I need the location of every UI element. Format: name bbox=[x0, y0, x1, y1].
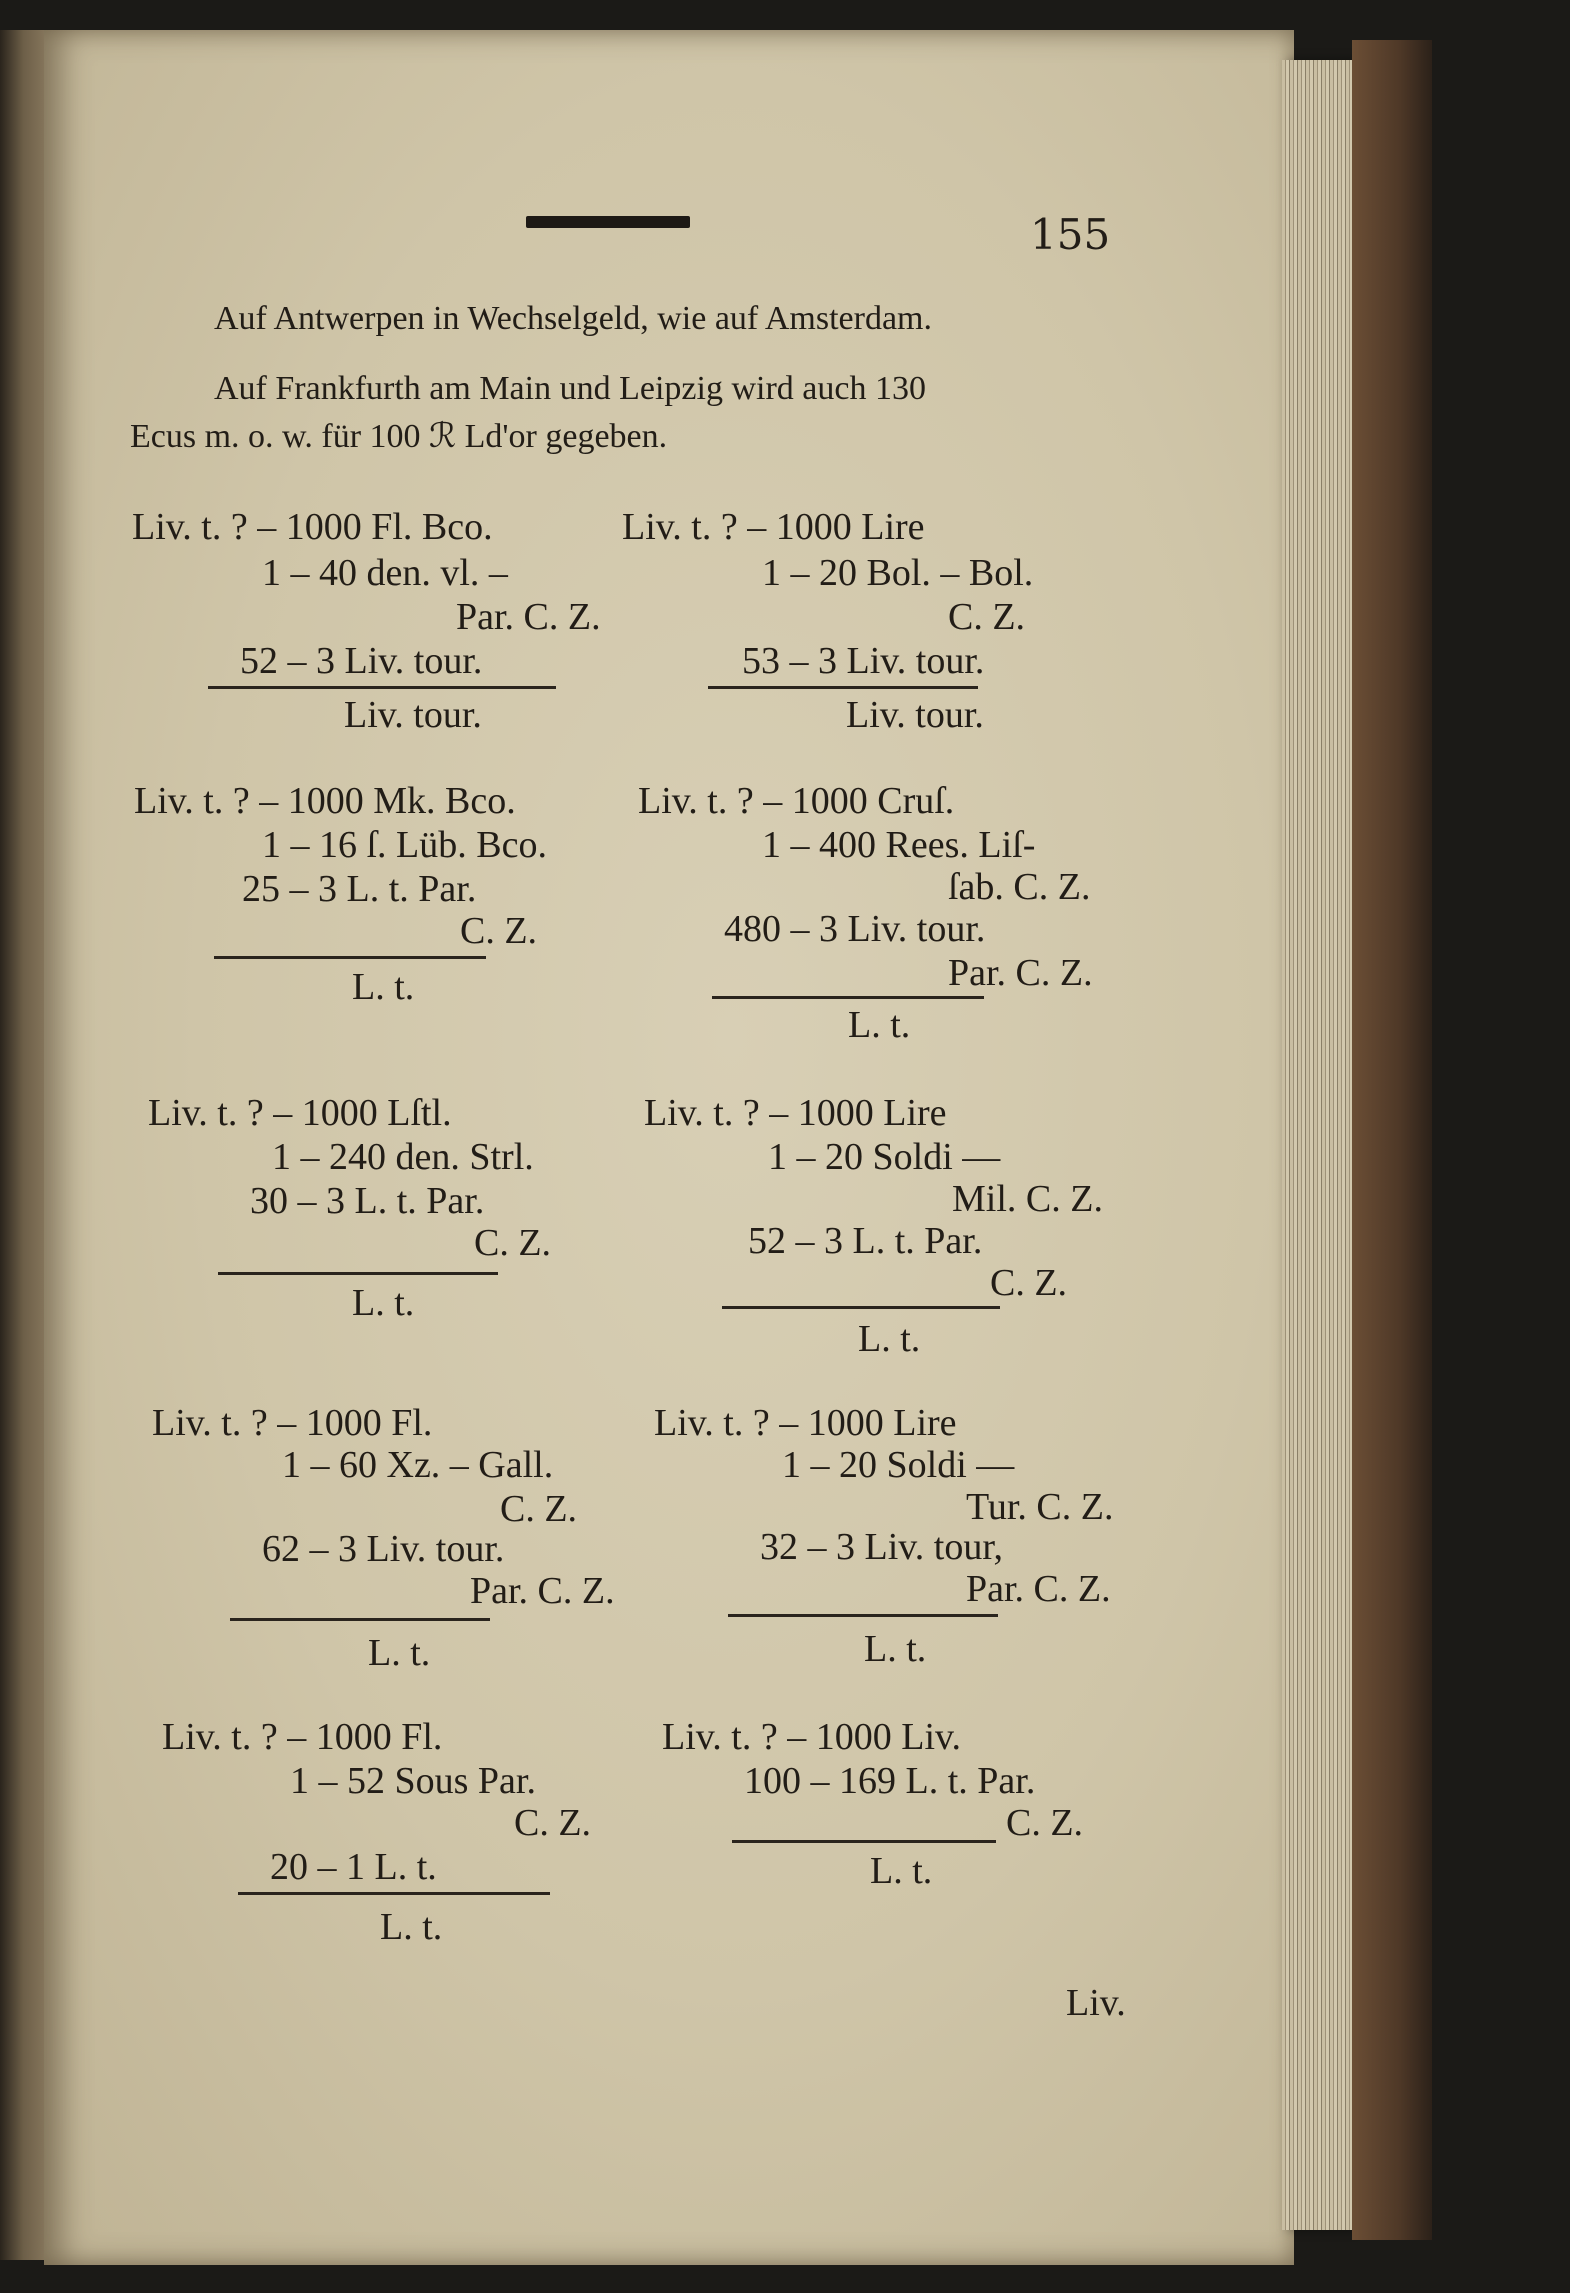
block3-right-rule bbox=[722, 1306, 1000, 1309]
block4-right-line5: Par. C. Z. bbox=[966, 1568, 1111, 1610]
block5-left-line2: 1 – 52 Sous Par. bbox=[290, 1760, 536, 1802]
block1-right-line4: 53 – 3 Liv. tour. bbox=[742, 640, 985, 682]
block2-left-line1: Liv. t. ? – 1000 Mk. Bco. bbox=[134, 780, 516, 822]
block5-left-line1: Liv. t. ? – 1000 Fl. bbox=[162, 1716, 443, 1758]
block1-right-line3: C. Z. bbox=[948, 596, 1026, 638]
block1-left-line4: 52 – 3 Liv. tour. bbox=[240, 640, 483, 682]
block4-left-line3: C. Z. bbox=[500, 1488, 578, 1530]
block2-right-line1: Liv. t. ? – 1000 Cruſ. bbox=[638, 780, 955, 822]
block5-right-result: L. t. bbox=[870, 1850, 933, 1892]
block4-left-line2: 1 – 60 Xz. – Gall. bbox=[282, 1444, 554, 1486]
block3-right-line1: Liv. t. ? – 1000 Lire bbox=[644, 1092, 947, 1134]
block1-right-line2: 1 – 20 Bol. – Bol. bbox=[762, 552, 1034, 594]
block1-left-line2: 1 – 40 den. vl. – bbox=[262, 552, 508, 594]
block4-left-line5: Par. C. Z. bbox=[470, 1570, 615, 1612]
block4-right-result: L. t. bbox=[864, 1628, 927, 1670]
block4-left-rule bbox=[230, 1618, 490, 1621]
block4-right-line4: 32 – 3 Liv. tour, bbox=[760, 1526, 1003, 1568]
block2-left-rule bbox=[214, 956, 486, 959]
block3-right-result: L. t. bbox=[858, 1318, 921, 1360]
page-number: 155 bbox=[1030, 210, 1111, 259]
block2-left-line2: 1 – 16 ſ. Lüb. Bco. bbox=[262, 824, 547, 866]
page-edges bbox=[1282, 60, 1352, 2230]
block4-right-line2: 1 – 20 Soldi — bbox=[782, 1444, 1015, 1486]
block4-left-result: L. t. bbox=[368, 1632, 431, 1674]
block2-left-line3: 25 – 3 L. t. Par. bbox=[242, 868, 477, 910]
intro-line-1: Auf Antwerpen in Wechselgeld, wie auf Amsterdam. bbox=[214, 300, 933, 337]
block4-right-line3: Tur. C. Z. bbox=[966, 1486, 1114, 1528]
block2-right-rule bbox=[712, 996, 984, 999]
block2-left-result: L. t. bbox=[352, 966, 415, 1008]
intro-line-2: Auf Frankfurth am Main und Leipzig wird auch 130 bbox=[214, 370, 926, 407]
block3-right-line4: 52 – 3 L. t. Par. bbox=[748, 1220, 983, 1262]
catchword: Liv. bbox=[1066, 1982, 1126, 2024]
block3-left-line2: 1 – 240 den. Strl. bbox=[272, 1136, 534, 1178]
block2-right-line5: Par. C. Z. bbox=[948, 952, 1093, 994]
block2-right-line3: ſab. C. Z. bbox=[948, 866, 1091, 908]
block4-left-line4: 62 – 3 Liv. tour. bbox=[262, 1528, 505, 1570]
block3-right-line2: 1 – 20 Soldi — bbox=[768, 1136, 1001, 1178]
block4-right-rule bbox=[728, 1614, 998, 1617]
block5-right-line1: Liv. t. ? – 1000 Liv. bbox=[662, 1716, 962, 1758]
block3-right-line5: C. Z. bbox=[990, 1262, 1068, 1304]
block5-right-rule bbox=[732, 1840, 996, 1843]
block1-left-line3: Par. C. Z. bbox=[456, 596, 601, 638]
block2-right-result: L. t. bbox=[848, 1004, 911, 1046]
block1-left-result: Liv. tour. bbox=[344, 694, 482, 736]
block1-right-rule bbox=[708, 686, 978, 689]
block1-left-line1: Liv. t. ? – 1000 Fl. Bco. bbox=[132, 506, 493, 548]
block3-left-rule bbox=[218, 1272, 498, 1275]
block1-right-line1: Liv. t. ? – 1000 Lire bbox=[622, 506, 925, 548]
block5-left-result: L. t. bbox=[380, 1906, 443, 1948]
intro-line-3: Ecus m. o. w. für 100 ℛ Ld'or gegeben. bbox=[130, 418, 668, 455]
block2-left-line4: C. Z. bbox=[460, 910, 538, 952]
block5-right-line2: 100 – 169 L. t. Par. bbox=[744, 1760, 1036, 1802]
block3-left-line1: Liv. t. ? – 1000 Lſtl. bbox=[148, 1092, 452, 1134]
block3-left-line4: C. Z. bbox=[474, 1222, 552, 1264]
block4-left-line1: Liv. t. ? – 1000 Fl. bbox=[152, 1402, 433, 1444]
block5-left-rule bbox=[238, 1892, 550, 1895]
header-rule bbox=[526, 216, 690, 228]
block5-right-line3: C. Z. bbox=[1006, 1802, 1084, 1844]
book-cover-edge bbox=[1352, 40, 1432, 2240]
block3-right-line3: Mil. C. Z. bbox=[952, 1178, 1103, 1220]
block1-right-result: Liv. tour. bbox=[846, 694, 984, 736]
block3-left-line3: 30 – 3 L. t. Par. bbox=[250, 1180, 485, 1222]
block5-left-line4: 20 – 1 L. t. bbox=[270, 1846, 437, 1888]
block3-left-result: L. t. bbox=[352, 1282, 415, 1324]
block2-right-line2: 1 – 400 Rees. Liſ- bbox=[762, 824, 1036, 866]
block2-right-line4: 480 – 3 Liv. tour. bbox=[724, 908, 986, 950]
block5-left-line3: C. Z. bbox=[514, 1802, 592, 1844]
block1-left-rule bbox=[208, 686, 556, 689]
book-page bbox=[44, 30, 1294, 2265]
block4-right-line1: Liv. t. ? – 1000 Lire bbox=[654, 1402, 957, 1444]
